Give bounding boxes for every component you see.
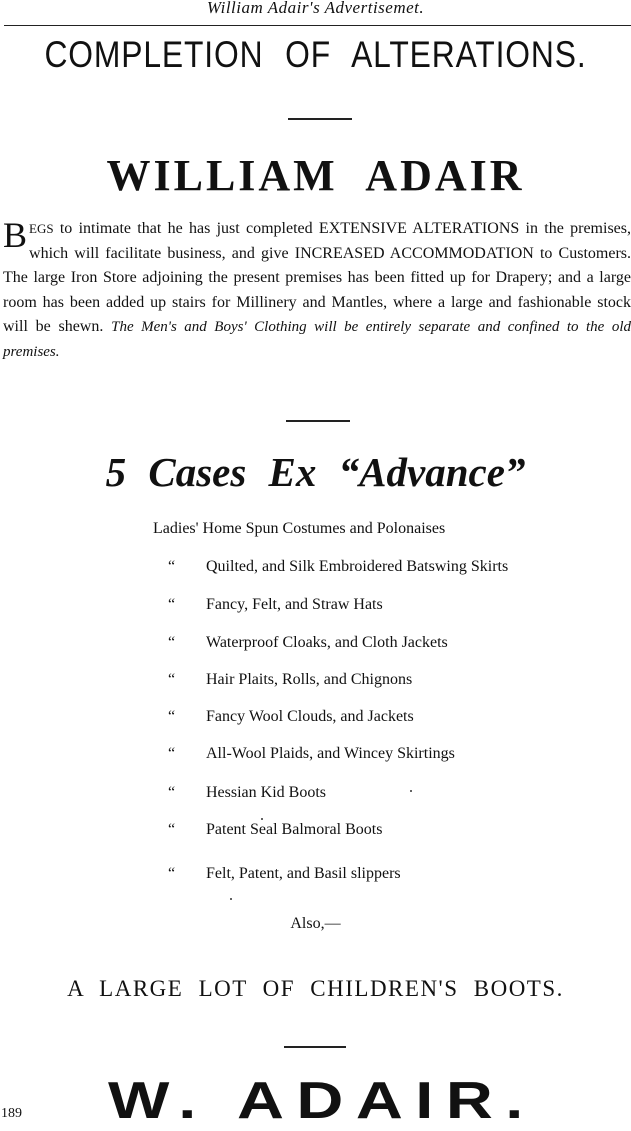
goods-item-label: Felt, Patent, and Basil slippers — [206, 865, 401, 882]
intro-italic-note: The Men's and Boys' Clothing will be entirely separate and confined to the old premises. — [3, 319, 631, 360]
large-lot-line: A LARGE LOT OF CHILDREN'S BOOTS. — [67, 976, 564, 1001]
goods-item — [168, 865, 401, 883]
goods-item — [168, 671, 412, 689]
cases-title: 5 Cases Ex “Advance” — [105, 449, 526, 495]
goods-item — [168, 821, 382, 839]
ditto-mark: “ — [168, 558, 176, 575]
intro-lead-word: EGS — [29, 221, 54, 236]
ditto-mark: “ — [168, 821, 176, 838]
signature: W. ADAIR. — [108, 1072, 536, 1130]
goods-item-label: All-Wool Plaids, and Wincey Skirtings — [206, 745, 455, 762]
goods-item — [168, 558, 508, 576]
drop-cap: B — [3, 215, 28, 255]
merchant-name: WILLIAM ADAIR — [106, 151, 525, 200]
page-number: 189 — [1, 1106, 22, 1121]
intro-text: to intimate that he has just completed EXTENSIVE ALTERATIONS in the premises, which will facilitate business, and give INCREASED ACCOMMODATION to Customers. The large Iron Store adjoining the present premises has been fitted up for Drapery; and a large room has been added up stairs for Millinery and Mantles, where a large and fashionable stock will be shewn. — [3, 220, 631, 335]
divider-rule — [284, 1046, 346, 1048]
ditto-mark: “ — [168, 784, 176, 801]
ditto-mark: “ — [168, 865, 176, 882]
print-speck — [410, 790, 412, 792]
divider-rule — [286, 420, 350, 422]
print-speck — [230, 898, 232, 900]
goods-item-label: Waterproof Cloaks, and Cloth Jackets — [206, 634, 448, 651]
also-line: Also,— — [290, 915, 341, 932]
ditto-mark: “ — [168, 634, 176, 651]
goods-item-label: Patent Seal Balmoral Boots — [206, 821, 383, 838]
goods-item-label: Quilted, and Silk Embroidered Batswing Skirts — [206, 558, 509, 575]
ditto-mark: “ — [168, 596, 176, 613]
goods-item-label: Hessian Kid Boots — [206, 784, 326, 801]
ditto-mark: “ — [168, 671, 176, 688]
ditto-mark: “ — [168, 708, 176, 725]
goods-item-label: Hair Plaits, Rolls, and Chignons — [206, 671, 413, 688]
goods-item — [168, 745, 455, 763]
goods-item-label: Fancy Wool Clouds, and Jackets — [206, 708, 414, 725]
print-speck — [261, 818, 263, 820]
goods-item — [168, 634, 448, 652]
goods-item — [168, 708, 414, 726]
goods-item — [168, 784, 326, 802]
goods-lead-item: Ladies' Home Spun Costumes and Polonaises — [153, 520, 446, 537]
divider-rule — [288, 118, 352, 120]
goods-item — [168, 596, 383, 614]
ditto-mark: “ — [168, 745, 176, 762]
headline: COMPLETION OF ALTERATIONS. — [44, 34, 587, 75]
header-rule — [4, 25, 631, 26]
intro-paragraph — [3, 217, 631, 364]
goods-item-label: Fancy, Felt, and Straw Hats — [206, 596, 383, 613]
running-head: William Adair's Advertisemet. — [206, 0, 425, 17]
